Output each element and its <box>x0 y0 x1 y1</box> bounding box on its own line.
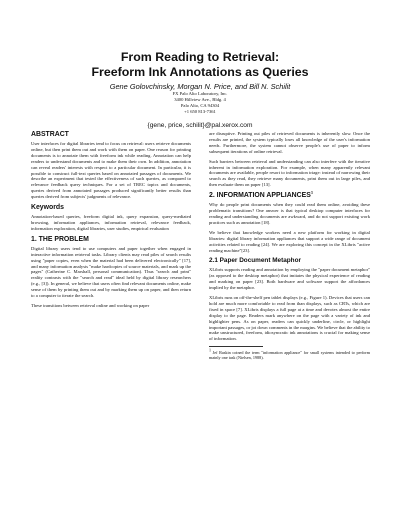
affiliation-line: 3400 Hillview Ave., Bldg. 4 <box>174 97 226 102</box>
abstract-heading: ABSTRACT <box>31 131 69 138</box>
appliances-paragraph-1: Why do people print documents when they could read them online, avoiding these problematic transitions? One answer is that typical desktop computer interfaces for reading and understanding documents are awkward, and do not support existing work practices such as annotation [18]. <box>209 202 370 225</box>
problem-heading: 1. THE PROBLEM <box>31 235 89 243</box>
footnote-number: 1 <box>209 347 211 353</box>
problem-paragraph-1: Digital library users tend to use computers and paper together when engaged in interactive information retrieval tasks. Library clients may read piles of search results using "paper copies, even when the material had been delivered electronically" [17], and many information analysts "make hardcopies of source materials, and mark up the pages" (Catherine C. Marshall, personal communication). Thus "search and print" reality contrasts with the "search and read" ideal held by digital library researchers (e.g., [3]). In general, we believe that users often find relevant documents online, make sense of them by printing them out and by marking them up on paper, and then return to a computer to iterate the search. <box>31 245 191 299</box>
title-line-2: Freeform Ink Annotations as Queries <box>91 64 309 79</box>
metaphor-heading: 2.1 Paper Document Metaphor <box>209 257 301 265</box>
appliances-heading <box>209 189 370 200</box>
abstract-text: User interfaces for digital libraries tend to focus on retrieval: users retrieve documents online, but then print them out and work with them on paper. One reason for printing documents is to annotate them with freeform ink while reading. Annotation can help readers to understand documents and to make them their own. In addition, annotation can reveal readers' interests with respect to a particular document. In particular, it is possible to construct full-text queries based on annotated passages of documents. We describe an experiment that tested the effectiveness of such queries, as compared to relevance feedback query techniques. For a set of TREC topics and documents, queries derived from annotated passages produced significantly better results than queries derived from subjects' judgments of relevance. <box>31 141 191 200</box>
footnote <box>209 347 370 361</box>
footnote-divider <box>209 346 263 347</box>
affiliation-line: Palo Alto, CA 94304 <box>180 103 220 108</box>
problem-paragraph-3: are disruptive. Printing out piles of retrieved documents is inherently slow. Once the results are printed, the system typically loses all knowledge of the user's information needs. Furthermore, the system cannot observe people's use of paper to inform subsequent iterations of online retrieval. <box>209 131 370 154</box>
right-column <box>209 131 370 361</box>
author-list: Gene Golovchinsky, Morgan N. Price, and Bill N. Schilit <box>109 82 291 91</box>
title-line-1: From Reading to Retrieval: <box>120 50 280 64</box>
footnote-text: Jef Raskin coined the term "information appliance" for small systems intended to perform mainly one task (Nielsen, 1988). <box>209 350 370 361</box>
appliances-paragraph-2: We believe that knowledge workers need a new platform for working in digital libraries: digital library information appliances that support a wide range of document activities related to reading [24]. We are exploring this concept in the XLibris "active reading machine"[23]. <box>209 229 370 253</box>
affiliation-block <box>0 91 400 115</box>
problem-paragraph-2: These transitions between retrieval online and working on paper <box>31 302 150 308</box>
left-column <box>31 131 191 313</box>
keywords-text: Annotation-based queries, freeform digital ink, query expansion, query-mediated browsing, information appliances, information retrieval, relevance feedback, information exploration, digital libraries, user studies, empirical evaluation <box>31 214 191 231</box>
metaphor-paragraph-1: XLibris supports reading and annotation by employing the "paper document metaphor" (as opposed to the desktop metaphor) that imitates the physical experience of reading and marking on paper [23]. Both hardware and software support the affordances implied by the metaphor. <box>209 267 370 291</box>
paper-title <box>0 50 400 79</box>
problem-paragraph-4: Such barriers between retrieval and understanding can also interfere with the iterative inherent in information exploration. For example, when many apparently relevant documents are available, people resort to information triage: instead of narrowing their search as they read, they retrieve many documents, print them out in large piles, and then evaluate them on paper [13]. <box>209 158 370 188</box>
affiliation-line: FX Palo Alto Laboratory, Inc. <box>172 91 228 96</box>
metaphor-paragraph-2: XLibris runs on off-the-shelf pen tablet displays (e.g., Figure 1). Devices that users can hold are much more comfortable to read from than displays, such as CRTs, which are fixed in space [7]. XLibris displays a full page at a time and devotes almost the entire display to the page. Readers mark anywhere on the page with a variety of ink and highlighter pens. As on paper, readers can quickly underline, circle, or highlight important passages, or jot down comments in the margins. We believe that the ability to make unstructured, freeform, idiosyncratic ink annotations is crucial for making sense of information. <box>209 295 370 342</box>
appliances-heading-text: 2. INFORMATION APPLIANCES <box>209 192 311 200</box>
author-email: {gene, price, schilit}@pal.xerox.com <box>147 122 253 129</box>
affiliation-line: +1 650 813-7361 <box>184 109 216 114</box>
keywords-heading: Keywords <box>31 204 64 212</box>
footnote-mark: 1 <box>310 189 314 195</box>
